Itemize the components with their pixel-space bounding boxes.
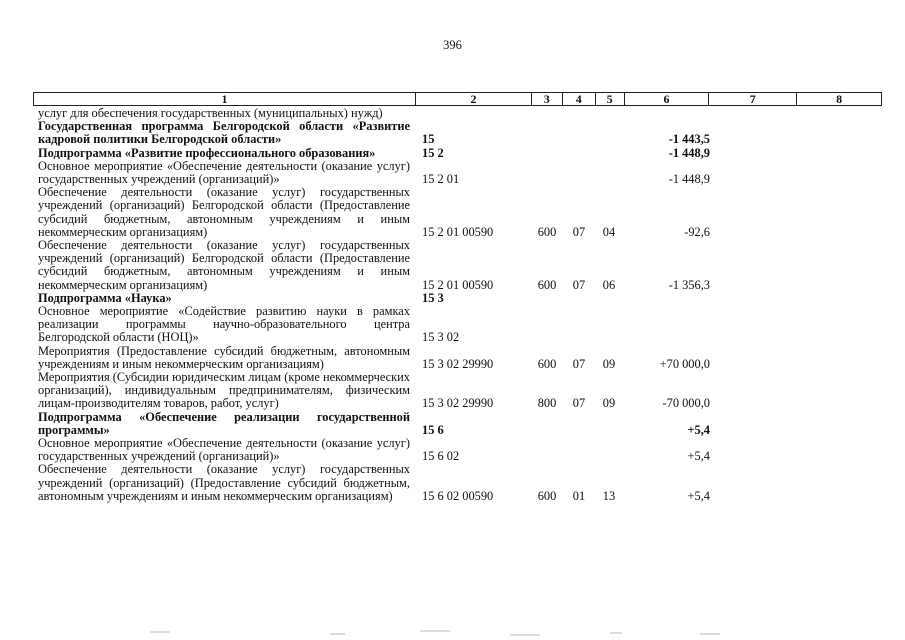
row-sum: -1 448,9	[668, 145, 710, 160]
row-rz: 07	[572, 356, 586, 371]
row-sum: +5,4	[687, 422, 710, 437]
table-row	[0, 411, 905, 437]
table-row	[0, 120, 905, 146]
row-description: Подпрограмма «Обеспечение реализации государственной программы»	[38, 409, 410, 437]
row-pr: 13	[602, 488, 616, 503]
row-pr: 04	[602, 224, 616, 239]
table-body	[0, 107, 905, 503]
row-rz: 07	[572, 277, 586, 292]
table-row	[0, 345, 905, 371]
table-row	[0, 437, 905, 463]
header-col-2: 2	[416, 93, 532, 105]
row-code: 15 2 01 00590	[422, 224, 494, 239]
row-code: 15 3 02 29990	[422, 356, 494, 371]
row-code: 15 6	[422, 422, 444, 437]
row-sum: -92,6	[684, 224, 710, 239]
row-rz: 01	[572, 488, 586, 503]
header-col-6: 6	[625, 93, 710, 105]
row-sum: -1 356,3	[668, 277, 710, 292]
header-col-3: 3	[532, 93, 563, 105]
row-sum: +5,4	[687, 449, 710, 464]
row-vr: 600	[537, 356, 557, 371]
row-vr: 600	[537, 224, 557, 239]
row-code: 15	[422, 132, 435, 147]
row-description: Мероприятия (Предоставление субсидий бюджетным, автономным учреждениям и иным некоммерческим организациям)	[38, 343, 410, 371]
row-description: услуг для обеспечения государственных (муниципальных) нужд)	[38, 106, 383, 120]
row-description: Подпрограмма «Развитие профессионального образования»	[38, 145, 376, 160]
row-description: Мероприятия (Субсидии юридическим лицам (кроме некоммерческих организаций), индивидуальным предпринимателям, физическим лицам-производителям товаров, работ, услуг)	[38, 370, 410, 411]
row-description: Государственная программа Белгородской области «Развитие кадровой политики Белгородской области»	[38, 119, 410, 147]
header-col-4: 4	[563, 93, 596, 105]
row-description: Подпрограмма «Наука»	[38, 290, 172, 305]
table-row	[0, 305, 905, 345]
row-code: 15 2 01	[422, 172, 460, 187]
row-sum: -70 000,0	[662, 396, 710, 411]
header-col-7: 7	[709, 93, 797, 105]
table-row	[0, 463, 905, 503]
header-col-5: 5	[596, 93, 625, 105]
row-rz: 07	[572, 224, 586, 239]
row-code: 15 2 01 00590	[422, 277, 494, 292]
row-pr: 09	[602, 396, 616, 411]
row-sum: +70 000,0	[659, 356, 710, 371]
row-code: 15 3 02 29990	[422, 396, 494, 411]
page-number: 396	[443, 38, 462, 52]
row-code: 15 6 02 00590	[422, 488, 494, 503]
table-row	[0, 371, 905, 411]
table-row	[0, 160, 905, 186]
row-code: 15 3 02	[422, 330, 460, 345]
scan-noise	[0, 622, 905, 640]
row-sum: +5,4	[687, 488, 710, 503]
row-vr: 800	[537, 396, 557, 411]
row-description: Обеспечение деятельности (оказание услуг) государственных учреждений (организаций) (Предоставление субсидий бюджетным, автономным учреждениям и иным некоммерческим организациям)	[38, 462, 410, 503]
row-code: 15 6 02	[422, 449, 460, 464]
row-pr: 06	[602, 277, 616, 292]
row-vr: 600	[537, 488, 557, 503]
row-description: Основное мероприятие «Обеспечение деятельности (оказание услуг) государственных учреждений (организаций)»	[38, 436, 410, 464]
row-description: Обеспечение деятельности (оказание услуг) государственных учреждений (организаций) Белгородской области (Предоставление субсидий бюджетным, автономным учреждениям и иным некоммерческим организациям)	[38, 185, 410, 239]
table-row	[0, 239, 905, 292]
row-code: 15 2	[422, 145, 444, 160]
row-code: 15 3	[422, 290, 444, 305]
header-col-8: 8	[836, 92, 843, 106]
row-sum: -1 448,9	[668, 172, 710, 187]
table-row	[0, 186, 905, 239]
header-col-1: 1	[34, 93, 416, 105]
row-sum: -1 443,5	[668, 132, 710, 147]
row-description: Основное мероприятие «Обеспечение деятельности (оказание услуг) государственных учреждений (организаций)»	[38, 158, 410, 187]
row-rz: 07	[572, 396, 586, 411]
row-pr: 09	[602, 356, 616, 371]
row-vr: 600	[537, 277, 557, 292]
table-row	[0, 147, 905, 160]
table-header	[33, 92, 882, 106]
row-description: Обеспечение деятельности (оказание услуг) государственных учреждений (организаций) Белгородской области (Предоставление субсидий бюджетным, автономным учреждениям и иным некоммерческим организациям)	[38, 238, 410, 292]
row-description: Основное мероприятие «Содействие развитию науки в рамках реализации программы научно-образовательного центра Белгородской области (НОЦ)»	[38, 304, 410, 345]
